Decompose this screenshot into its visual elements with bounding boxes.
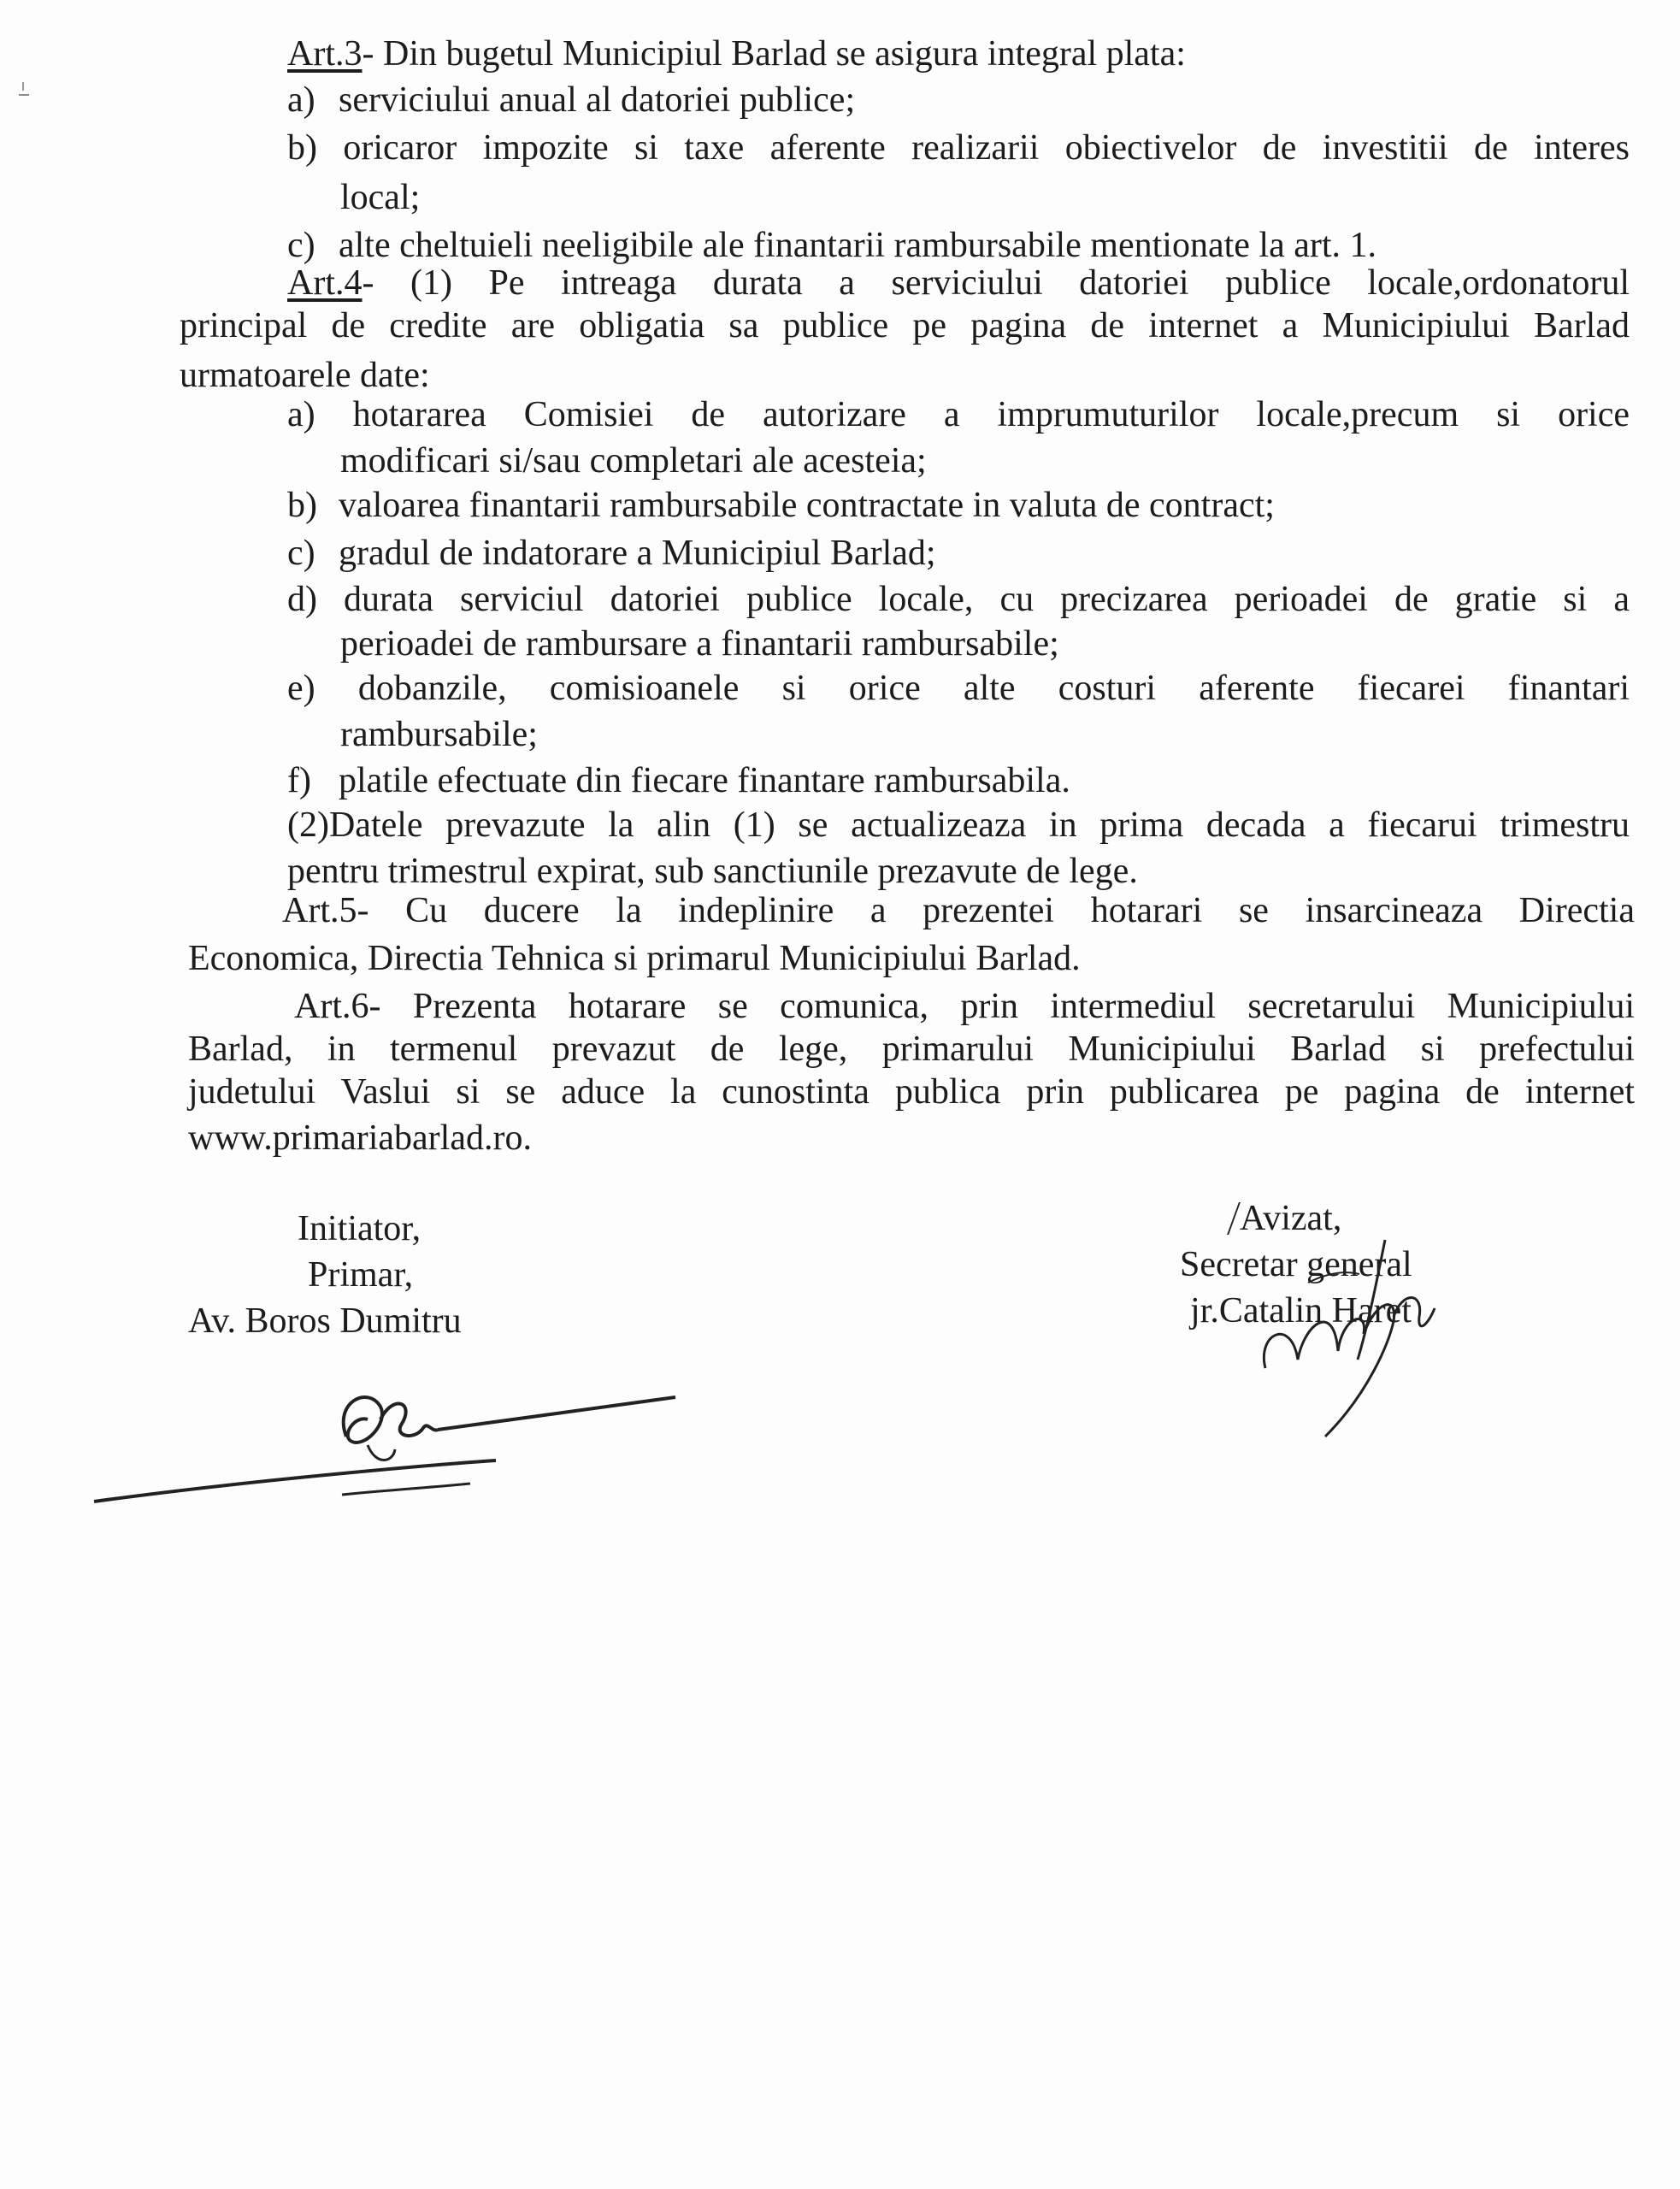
art5-line2: Economica, Directia Tehnica si primarul Municipiului Barlad. bbox=[188, 939, 1081, 978]
avizat-signature bbox=[1257, 1223, 1462, 1445]
initiator-block bbox=[188, 1206, 530, 1344]
art4-line2: principal de credite are obligatia sa publice pe pagina de internet a Municipiului Barlad bbox=[180, 306, 1630, 345]
item-letter: e) bbox=[287, 669, 315, 708]
item-text: dobanzile, comisioanele si orice alte costuri aferente fiecarei finantari bbox=[357, 669, 1630, 708]
item-letter: c) bbox=[287, 534, 315, 573]
item-letter: b) bbox=[287, 486, 317, 525]
art3-intro: - Din bugetul Municipiul Barlad se asigura integral plata: bbox=[362, 34, 1186, 74]
art4-item-e bbox=[287, 667, 1630, 710]
item-text: hotararea Comisiei de autorizare a imprumuturilor locale,precum si orice bbox=[352, 395, 1630, 434]
item-letter: d) bbox=[287, 580, 317, 619]
item-text: gradul de indatorare a Municipiul Barlad; bbox=[339, 534, 936, 573]
scan-mark bbox=[19, 94, 29, 96]
item-letter: a) bbox=[287, 395, 315, 434]
art4-item-d bbox=[287, 578, 1630, 621]
initiator-title: Initiator, bbox=[298, 1209, 421, 1248]
art4-item-d-cont: perioadei de rambursare a finantarii rambursabile; bbox=[340, 624, 1059, 664]
art6-line1: Art.6- Prezenta hotarare se comunica, prin intermediul secretarului Municipiului bbox=[294, 987, 1635, 1026]
item-letter: a) bbox=[287, 80, 315, 120]
art4-item-b bbox=[287, 484, 1275, 527]
art4-paragraph2-line1: (2)Datele prevazute la alin (1) se actualizeaza in prima decada a fiecarui trimestru bbox=[287, 805, 1630, 845]
avizat-title: Avizat, bbox=[1180, 1195, 1453, 1242]
item-text: durata serviciul datoriei publice locale, cu precizarea perioadei de gratie si a bbox=[344, 580, 1630, 619]
art6-line3: judetului Vaslui si se aduce la cunostinta publica prin publicarea pe pagina de internet bbox=[188, 1072, 1635, 1112]
art6-line2: Barlad, in termenul prevazut de lege, primarului Municipiului Barlad si prefectului bbox=[188, 1030, 1635, 1069]
avizat-role: Secretar general bbox=[1180, 1245, 1412, 1284]
avizat-name: jr.Catalin Haret bbox=[1190, 1291, 1412, 1331]
art3-label: Art.3 bbox=[287, 34, 363, 74]
art4-item-a bbox=[287, 393, 1630, 436]
art6-line4: www.primariabarlad.ro. bbox=[188, 1118, 532, 1158]
item-letter: f) bbox=[287, 761, 311, 800]
item-letter: b) bbox=[287, 128, 317, 168]
art5-line1: Art.5- Cu ducere la indeplinire a prezentei hotarari se insarcineaza Directia bbox=[282, 891, 1635, 930]
pen-mark bbox=[1227, 1202, 1241, 1235]
item-text: oricaror impozite si taxe aferente realizarii obiectivelor de investitii de interes bbox=[343, 128, 1630, 168]
initiator-role: Primar, bbox=[308, 1255, 414, 1295]
art4-item-c bbox=[287, 532, 936, 575]
art4-line3: urmatoarele date: bbox=[180, 356, 430, 395]
item-text: valoarea finantarii rambursabile contractate in valuta de contract; bbox=[339, 486, 1275, 525]
initiator-name: Av. Boros Dumitru bbox=[188, 1301, 462, 1341]
art3-item-a bbox=[287, 79, 856, 121]
art3-item-b bbox=[287, 127, 1630, 169]
art4-label: Art.4 bbox=[287, 263, 363, 303]
item-letter: c) bbox=[287, 226, 315, 265]
art4-heading bbox=[287, 262, 1630, 304]
item-text: alte cheltuieli neeligibile ale finantarii rambursabile mentionate la art. 1. bbox=[339, 226, 1377, 265]
art3-item-c bbox=[287, 224, 1377, 267]
art4-item-f bbox=[287, 759, 1070, 802]
art4-item-a-cont: modificari si/sau completari ale acesteia; bbox=[340, 441, 927, 481]
initiator-signature bbox=[85, 1368, 684, 1513]
item-text: platile efectuate din fiecare finantare rambursabila. bbox=[339, 761, 1070, 800]
art4-line1: - (1) Pe intreaga durata a serviciului datoriei publice locale,ordonatorul bbox=[362, 263, 1630, 303]
art3-heading bbox=[287, 32, 1186, 75]
item-text: serviciului anual al datoriei publice; bbox=[339, 80, 856, 120]
art4-item-e-cont: rambursabile; bbox=[340, 715, 538, 754]
scan-mark bbox=[22, 82, 24, 91]
art3-item-b-cont: local; bbox=[340, 178, 421, 217]
art4-paragraph2-line2: pentru trimestrul expirat, sub sanctiunile prezavute de lege. bbox=[287, 852, 1138, 891]
